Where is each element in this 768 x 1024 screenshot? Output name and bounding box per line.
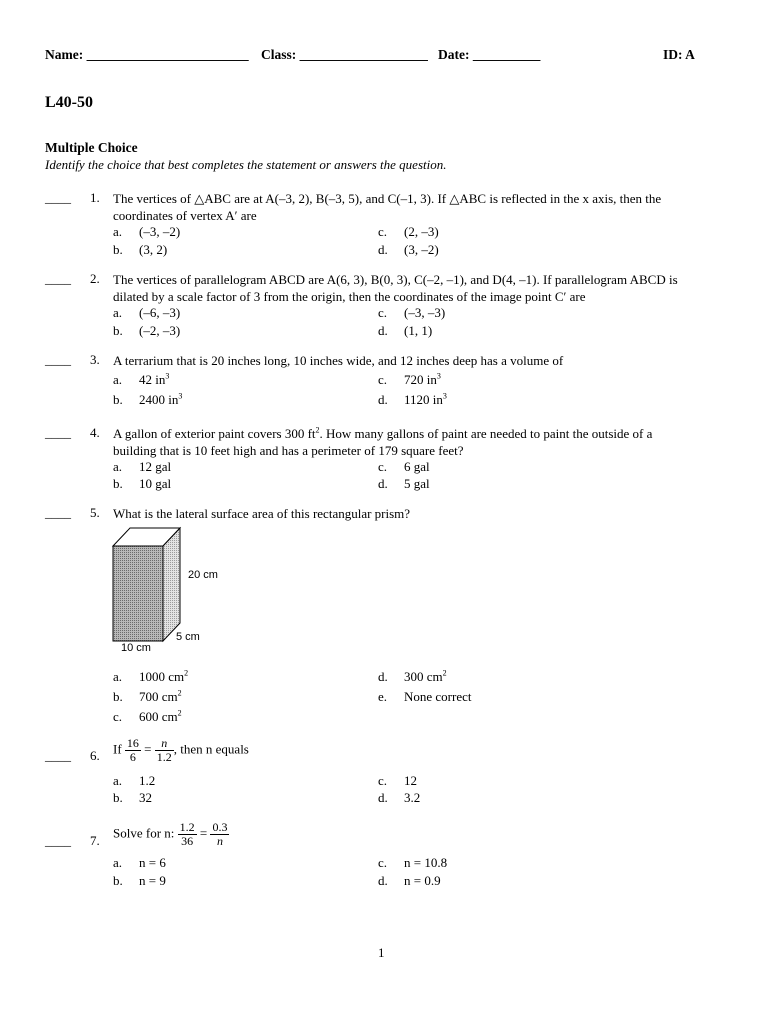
fraction: $\frac{1.2}{36}$ (179, 820, 195, 848)
option-c[interactable]: c. 720 $in^3$ (378, 371, 441, 387)
option-a[interactable]: a. (–6, –3) (113, 305, 181, 320)
prism-side-face (163, 528, 180, 641)
question-line: The vertices of parallelogram ABCD are A(6, 3), B(0, 3), C(–2, –1), and D(4, –1). If parallelogram ABCD is (113, 272, 678, 287)
option-b[interactable]: b. 700 $cm^2$ (113, 688, 182, 704)
question-text: If $\frac{16}{6}$ = $\frac{n}{1.2}$ , then n equals (113, 736, 249, 764)
option-b[interactable]: b. 2400 $in^3$ (113, 391, 183, 407)
question-line: dilated by a scale factor of 3 from the origin, then the coordinates of the image point C′ are (113, 289, 586, 304)
fraction: $\frac{16}{6}$ (126, 736, 139, 764)
fraction: $\frac{n}{1.2}$ (156, 736, 172, 764)
width-label: 10 cm (121, 642, 151, 654)
option-d[interactable]: d. n = 0.9 (378, 873, 441, 888)
name-field-label: Name: ________________________ (45, 47, 249, 62)
answer-blank[interactable]: ____ (45, 190, 71, 205)
option-c[interactable]: c. (2, –3) (378, 224, 439, 239)
question-number: 7. (90, 833, 100, 848)
question-number: 6. (90, 748, 100, 763)
fraction: $\frac{0.3}{n}$ (212, 820, 228, 848)
option-c[interactable]: c. 600 $cm^2$ (113, 708, 182, 724)
rectangular-prism-figure (108, 526, 228, 658)
option-b[interactable]: b. (–2, –3) (113, 323, 181, 338)
answer-blank[interactable]: ____ (45, 833, 71, 848)
option-d[interactable]: d. 300 $cm^2$ (378, 668, 447, 684)
height-label: 20 cm (188, 569, 218, 581)
option-c[interactable]: c. 6 gal (378, 459, 430, 474)
option-d[interactable]: d. (1, 1) (378, 323, 433, 338)
option-e[interactable]: e. None correct (378, 689, 472, 704)
option-c[interactable]: c. 12 (378, 773, 417, 788)
prism-front-face (113, 546, 163, 641)
question-text: Solve for n: $\frac{1.2}{36}$ = $\frac{0.3}{n}$ (113, 820, 228, 848)
question-number: 5. (90, 505, 100, 520)
question-text: What is the lateral surface area of this rectangular prism? (113, 506, 411, 521)
answer-blank[interactable]: ____ (45, 748, 71, 763)
depth-label: 5 cm (176, 631, 200, 643)
question-number: 3. (90, 352, 100, 367)
page-title: L40-50 (45, 94, 93, 111)
option-d[interactable]: d. (3, –2) (378, 242, 439, 257)
option-c[interactable]: c. n = 10.8 (378, 855, 448, 870)
option-b[interactable]: b. 32 (113, 790, 152, 805)
answer-blank[interactable]: ____ (45, 352, 71, 367)
option-b[interactable]: b. 10 gal (113, 476, 172, 491)
question-number: 1. (90, 190, 100, 205)
option-a[interactable]: a. 42 $in^3$ (113, 371, 170, 387)
question-line: A gallon of exterior paint covers 300 $ft^2$. How many gallons of paint are needed to paint the outside of a (113, 425, 653, 441)
answer-blank[interactable]: ____ (45, 505, 71, 520)
answer-blank[interactable]: ____ (45, 425, 71, 440)
option-a[interactable]: a. 12 gal (113, 459, 172, 474)
option-d[interactable]: d. 3.2 (378, 790, 421, 805)
question-text (113, 271, 723, 305)
option-b[interactable]: b. (3, 2) (113, 242, 168, 257)
question-line: The vertices of △ABC are at A(–3, 2), B(–3, 5), and C(–1, 3). If △ABC is reflected in the x axis, then the (113, 191, 662, 206)
question-text: A terrarium that is 20 inches long, 10 inches wide, and 12 inches deep has a volume of (113, 353, 564, 368)
option-a[interactable]: a. 1.2 (113, 773, 156, 788)
section-instructions: Identify the choice that best completes the statement or answers the question. (45, 157, 447, 172)
option-d[interactable]: d. 1120 $in^3$ (378, 391, 447, 407)
class-field-label: Class: ___________________ (261, 47, 428, 62)
option-b[interactable]: b. n = 9 (113, 873, 166, 888)
question-number: 4. (90, 425, 100, 440)
question-number: 2. (90, 271, 100, 286)
section-heading: Multiple Choice (45, 140, 138, 155)
id-label: ID: A (663, 47, 695, 62)
option-a[interactable]: a. n = 6 (113, 855, 166, 870)
page-number: 1 (378, 945, 385, 960)
answer-blank[interactable]: ____ (45, 271, 71, 286)
question-line: building that is 10 feet high and has a perimeter of 179 square feet? (113, 443, 464, 458)
date-field-label: Date: __________ (438, 47, 541, 62)
option-a[interactable]: a. 1000 $cm^2$ (113, 668, 189, 684)
option-d[interactable]: d. 5 gal (378, 476, 430, 491)
option-a[interactable]: a. (–3, –2) (113, 224, 181, 239)
option-c[interactable]: c. (–3, –3) (378, 305, 446, 320)
question-text (113, 425, 713, 459)
question-text (113, 190, 713, 224)
question-line: coordinates of vertex A′ are (113, 208, 257, 223)
